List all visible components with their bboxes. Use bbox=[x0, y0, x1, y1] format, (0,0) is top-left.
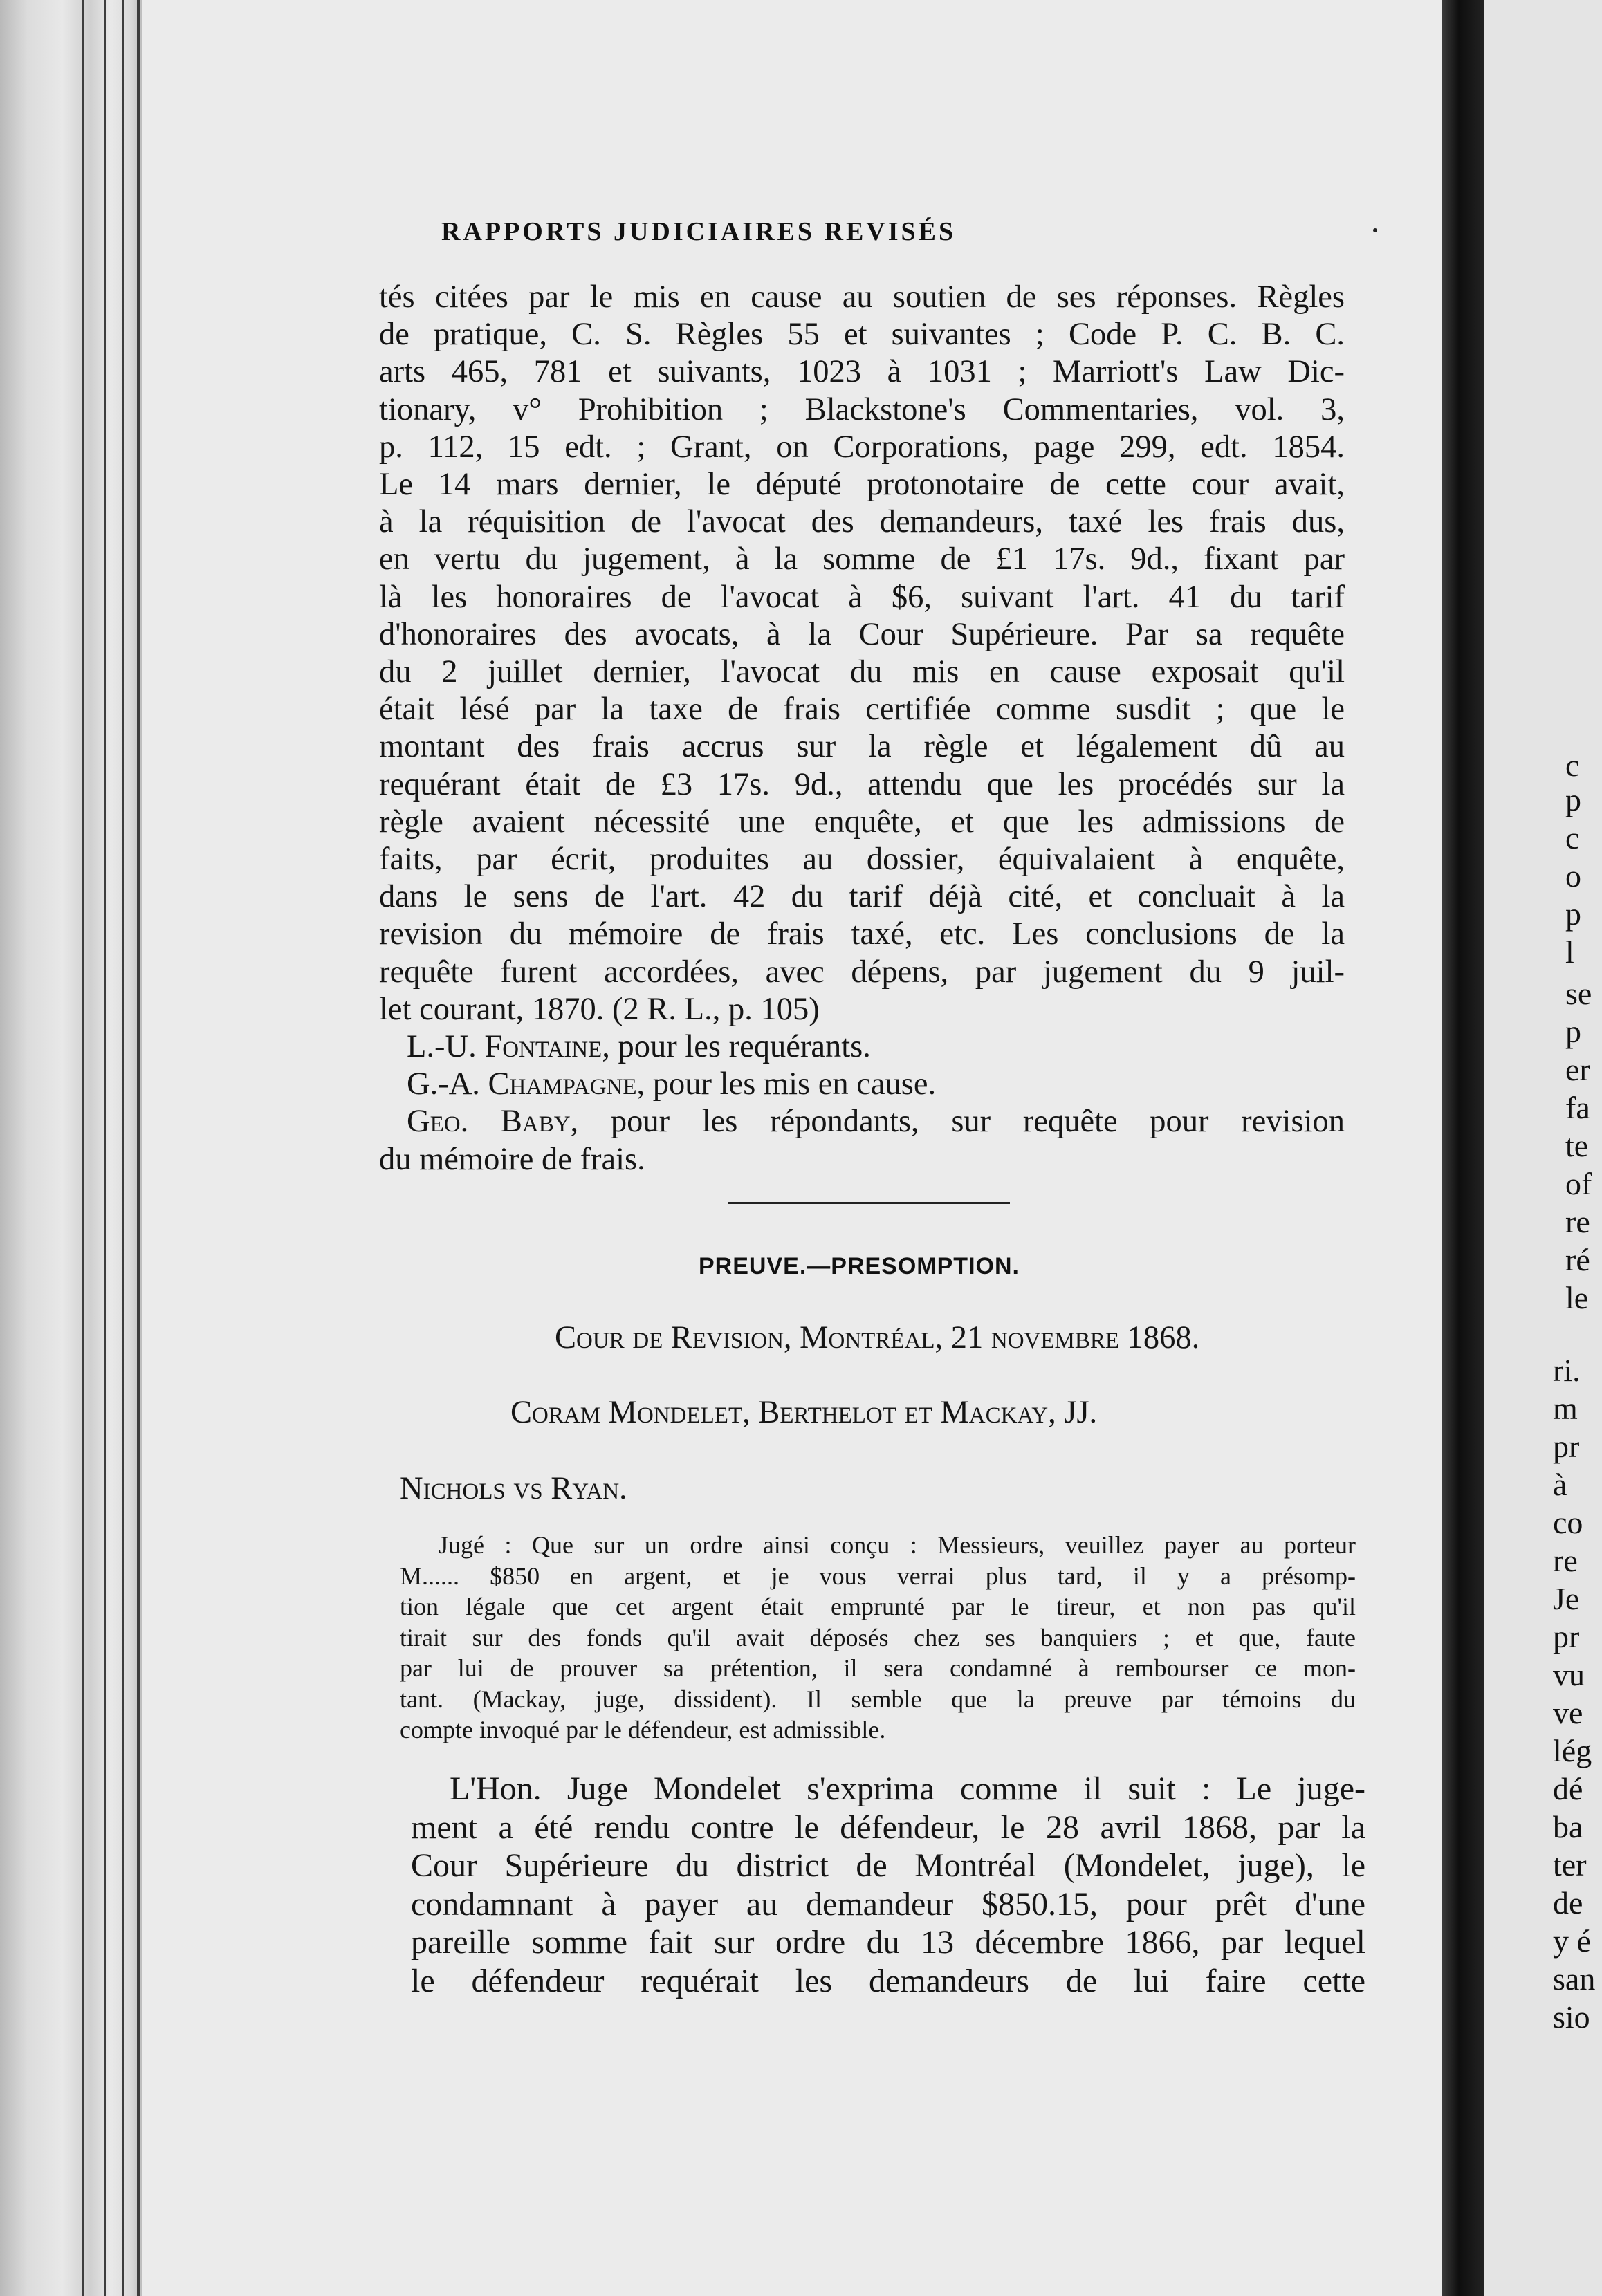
fragment-text: er bbox=[1565, 1052, 1590, 1087]
opinion-line: L'Hon. Juge Mondelet s'exprima comme il suit : Le juge- bbox=[450, 1770, 1365, 1807]
fragment-text: Je bbox=[1553, 1581, 1580, 1616]
fragment-text: ter bbox=[1553, 1847, 1587, 1882]
edge-line bbox=[137, 0, 140, 2296]
fragment-text: fa bbox=[1565, 1090, 1590, 1125]
edge-line bbox=[82, 0, 84, 2296]
text-line: règle avaient nécessité une enquête, et que les admissions de bbox=[379, 804, 1345, 840]
summary-line: par lui de prouver sa prétention, il sera condamné à rembourser ce mon- bbox=[400, 1654, 1356, 1682]
text-line: Le 14 mars dernier, le député protonotaire de cette cour avait, bbox=[379, 467, 1345, 502]
opinion-line: Cour Supérieure du district de Montréal (Mondelet, juge), le bbox=[411, 1847, 1365, 1884]
opinion-line: le défendeur requérait les demandeurs de lui faire cette bbox=[411, 1962, 1365, 1999]
text-line: revision du mémoire de frais taxé, etc. Les conclusions de la bbox=[379, 916, 1345, 952]
next-page-fragment bbox=[1484, 0, 1602, 2296]
text-line: tionary, v° Prohibition ; Blackstone's Commentaries, vol. 3, bbox=[379, 391, 1345, 427]
counsel-line bbox=[407, 1066, 1345, 1103]
fragment-text: re bbox=[1553, 1543, 1578, 1578]
text-line: requête furent accordées, avec dépens, par jugement du 9 juil- bbox=[379, 954, 1345, 990]
fragment-text: te bbox=[1565, 1128, 1589, 1163]
edge-line bbox=[104, 0, 106, 2296]
fragment-text: o bbox=[1565, 858, 1581, 894]
section-rule bbox=[728, 1202, 1010, 1204]
book-edge bbox=[0, 0, 142, 2296]
court-line: Cour de Revision, Montréal, 21 novembre 1868. bbox=[555, 1320, 1200, 1355]
counsel-line bbox=[407, 1103, 1345, 1140]
fragment-text: m bbox=[1553, 1391, 1578, 1426]
page-gutter bbox=[1442, 0, 1484, 2296]
fragment-text: lég bbox=[1553, 1733, 1592, 1768]
ink-dot bbox=[1373, 228, 1377, 232]
counsel-role: , pour les mis en cause. bbox=[636, 1066, 937, 1102]
fragment-text: san bbox=[1553, 1961, 1596, 1997]
counsel-name: Geo. Baby bbox=[407, 1104, 571, 1140]
fragment-text: le bbox=[1565, 1280, 1589, 1315]
fragment-text: ve bbox=[1553, 1695, 1583, 1730]
text-line: requérant était de £3 17s. 9d., attendu que les procédés sur la bbox=[379, 766, 1345, 802]
fragment-text: pr bbox=[1553, 1429, 1580, 1464]
counsel-continued: du mémoire de frais. bbox=[379, 1141, 645, 1177]
summary-line: M...... $850 en argent, et je vous verrai plus tard, il y a présomp- bbox=[400, 1562, 1356, 1590]
text-line: était lésé par la taxe de frais certifiée comme susdit ; que le bbox=[379, 692, 1345, 728]
text-line: en vertu du jugement, à la somme de £1 17s. 9d., fixant par bbox=[379, 541, 1345, 577]
fragment-text: of bbox=[1565, 1166, 1592, 1201]
fragment-text: de bbox=[1553, 1885, 1583, 1920]
text-line: à la réquisition de l'avocat des demandeurs, taxé les frais dus, bbox=[379, 504, 1345, 540]
text-line: arts 465, 781 et suivants, 1023 à 1031 ; Marriott's Law Dic- bbox=[379, 354, 1345, 390]
opinion-line: pareille somme fait sur ordre du 13 décembre 1866, par lequel bbox=[411, 1924, 1365, 1961]
text-line: d'honoraires des avocats, à la Cour Supérieure. Par sa requête bbox=[379, 616, 1345, 652]
summary-line: compte invoqué par le défendeur, est admissible. bbox=[400, 1716, 886, 1743]
text-line: faits, par écrit, produites au dossier, équivalaient à enquête, bbox=[379, 842, 1345, 877]
running-head: RAPPORTS JUDICIAIRES REVISÉS bbox=[441, 217, 957, 246]
text-line: let courant, 1870. (2 R. L., p. 105) bbox=[379, 991, 820, 1027]
fragment-text: l bbox=[1565, 934, 1574, 970]
summary-line: tirait sur des fonds qu'il avait déposés chez ses banquiers ; et que, faute bbox=[400, 1623, 1356, 1651]
text-line: là les honoraires de l'avocat à $6, suivant l'art. 41 du tarif bbox=[379, 579, 1345, 615]
fragment-text: re bbox=[1565, 1204, 1590, 1239]
fragment-text: c bbox=[1565, 820, 1580, 855]
text-line: du 2 juillet dernier, l'avocat du mis en cause exposait qu'il bbox=[379, 654, 1345, 689]
fragment-text: ri. bbox=[1553, 1353, 1581, 1388]
fragment-text: vu bbox=[1553, 1657, 1585, 1692]
opinion-line: ment a été rendu contre le défendeur, le 28 avril 1868, par la bbox=[411, 1808, 1365, 1846]
fragment-text: ba bbox=[1553, 1809, 1583, 1844]
fragment-text: p bbox=[1565, 896, 1581, 932]
fragment-text: c bbox=[1565, 748, 1580, 783]
summary-line: tion légale que cet argent était emprunté par le tireur, et non pas qu'il bbox=[400, 1593, 1356, 1620]
fragment-text: sio bbox=[1553, 1999, 1590, 2035]
summary-line: tant. (Mackay, juge, dissident). Il semble que la preuve par témoins du bbox=[400, 1685, 1356, 1713]
fragment-text: pr bbox=[1553, 1619, 1580, 1654]
text-line: dans le sens de l'art. 42 du tarif déjà cité, et concluait à la bbox=[379, 879, 1345, 915]
counsel-role: , pour les requérants. bbox=[602, 1029, 871, 1064]
fragment-text: co bbox=[1553, 1505, 1583, 1540]
fragment-text: se bbox=[1565, 976, 1592, 1011]
coram-line: Coram Mondelet, Berthelot et Mackay, JJ. bbox=[510, 1395, 1098, 1430]
opinion-line: condamnant à payer au demandeur $850.15, pour prêt d'une bbox=[411, 1885, 1365, 1923]
text-line: montant des frais accrus sur la règle et légalement dû au bbox=[379, 729, 1345, 765]
counsel-role: , pour les répondants, sur requête pour revision bbox=[570, 1104, 1345, 1140]
fragment-text: p bbox=[1565, 1014, 1581, 1049]
fragment-text: p bbox=[1565, 782, 1581, 817]
fragment-text: y é bbox=[1553, 1923, 1591, 1959]
fragment-text: à bbox=[1553, 1467, 1567, 1502]
text-line: tés citées par le mis en cause au soutien de ses réponses. Règles bbox=[379, 279, 1345, 315]
section-title: PREUVE.—PRESOMPTION. bbox=[699, 1253, 1020, 1279]
text-line: de pratique, C. S. Règles 55 et suivantes ; Code P. C. B. C. bbox=[379, 317, 1345, 353]
edge-line bbox=[122, 0, 124, 2296]
summary-line: Jugé : Que sur un ordre ainsi conçu : Messieurs, veuillez payer au porteur bbox=[439, 1531, 1356, 1559]
counsel-name: G.-A. Champagne bbox=[407, 1066, 637, 1102]
text-line: p. 112, 15 edt. ; Grant, on Corporations, page 299, edt. 1854. bbox=[379, 429, 1345, 465]
counsel-line bbox=[407, 1028, 1345, 1066]
counsel-name: L.-U. Fontaine bbox=[407, 1029, 602, 1064]
case-name: Nichols vs Ryan. bbox=[400, 1471, 627, 1506]
fragment-text: ré bbox=[1565, 1242, 1590, 1277]
fragment-text: dé bbox=[1553, 1771, 1583, 1806]
